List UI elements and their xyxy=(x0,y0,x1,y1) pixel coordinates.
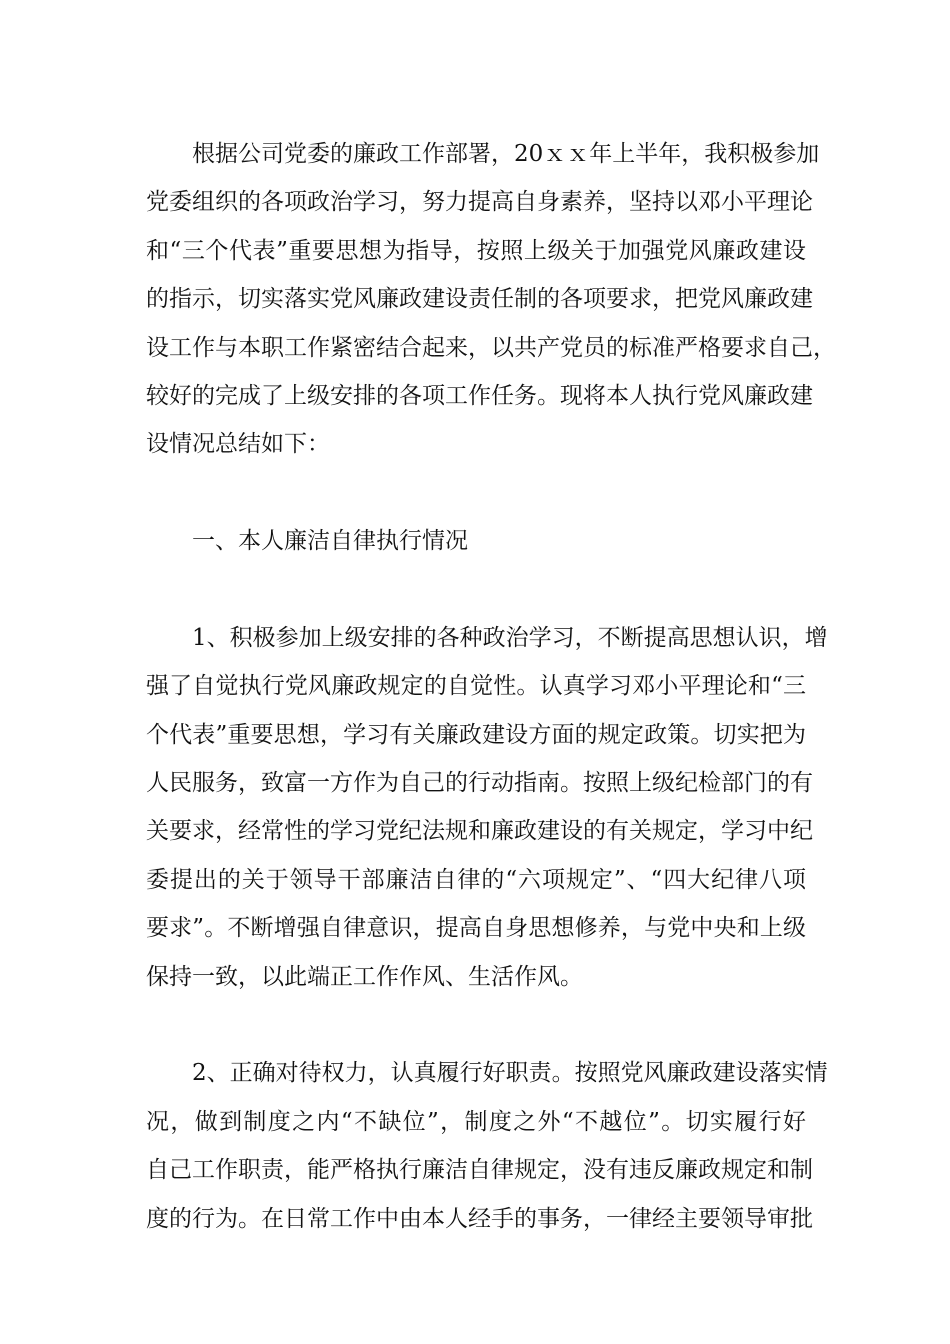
text-line: 要求”。不断增强自律意识，提高自身思想修养，与党中央和上级 xyxy=(146,915,806,942)
text-line: 的指示，切实落实党风廉政建设责任制的各项要求，把党风廉政建 xyxy=(146,286,813,313)
text-line: 党委组织的各项政治学习，努力提高自身素养，坚持以邓小平理论 xyxy=(146,189,813,216)
text-line: 个代表”重要思想，学习有关廉政建设方面的规定政策。切实把为 xyxy=(146,721,806,748)
paragraph-spacer xyxy=(146,566,806,614)
paragraph-intro xyxy=(146,130,836,469)
paragraph-spacer xyxy=(146,469,806,517)
paragraph-item-1 xyxy=(146,614,828,1001)
text-line: 况，做到制度之内“不缺位”，制度之外“不越位”。切实履行好 xyxy=(146,1108,806,1135)
text-line: 2、正确对待权力，认真履行好职责。按照党风廉政建设落实情 xyxy=(192,1060,828,1087)
text-line: 度的行为。在日常工作中由本人经手的事务，一律经主要领导审批 xyxy=(146,1205,813,1232)
text-line: 设情况总结如下： xyxy=(146,431,330,458)
document-body xyxy=(146,130,836,1243)
text-line: 根据公司党委的廉政工作部署，20ｘｘ年上半年，我积极参加 xyxy=(192,141,820,167)
text-line: 保持一致，以此端正工作作风、生活作风。 xyxy=(146,963,583,990)
section-heading xyxy=(146,517,806,565)
text-line: 强了自觉执行党风廉政规定的自觉性。认真学习邓小平理论和“三 xyxy=(146,673,806,700)
heading-text: 一、本人廉洁自律执行情况 xyxy=(192,528,468,555)
text-line: 较好的完成了上级安排的各项工作任务。现将本人执行党风廉政建 xyxy=(146,382,813,409)
paragraph-item-2 xyxy=(146,1049,828,1243)
text-line: 人民服务，致富一方作为自己的行动指南。按照上级纪检部门的有 xyxy=(146,770,813,797)
text-line: 关要求，经常性的学习党纪法规和廉政建设的有关规定，学习中纪 xyxy=(146,818,813,845)
text-line: 设工作与本职工作紧密结合起来，以共产党员的标准严格要求自己， xyxy=(146,334,836,361)
text-line: 和“三个代表”重要思想为指导，按照上级关于加强党风廉政建设 xyxy=(146,237,806,264)
text-line: 1、积极参加上级安排的各种政治学习，不断提高思想认识，增 xyxy=(192,624,828,651)
text-line: 委提出的关于领导干部廉洁自律的“六项规定”、“四大纪律八项 xyxy=(146,866,806,893)
text-line: 自己工作职责，能严格执行廉洁自律规定，没有违反廉政规定和制 xyxy=(146,1157,813,1184)
paragraph-spacer xyxy=(146,1001,806,1049)
